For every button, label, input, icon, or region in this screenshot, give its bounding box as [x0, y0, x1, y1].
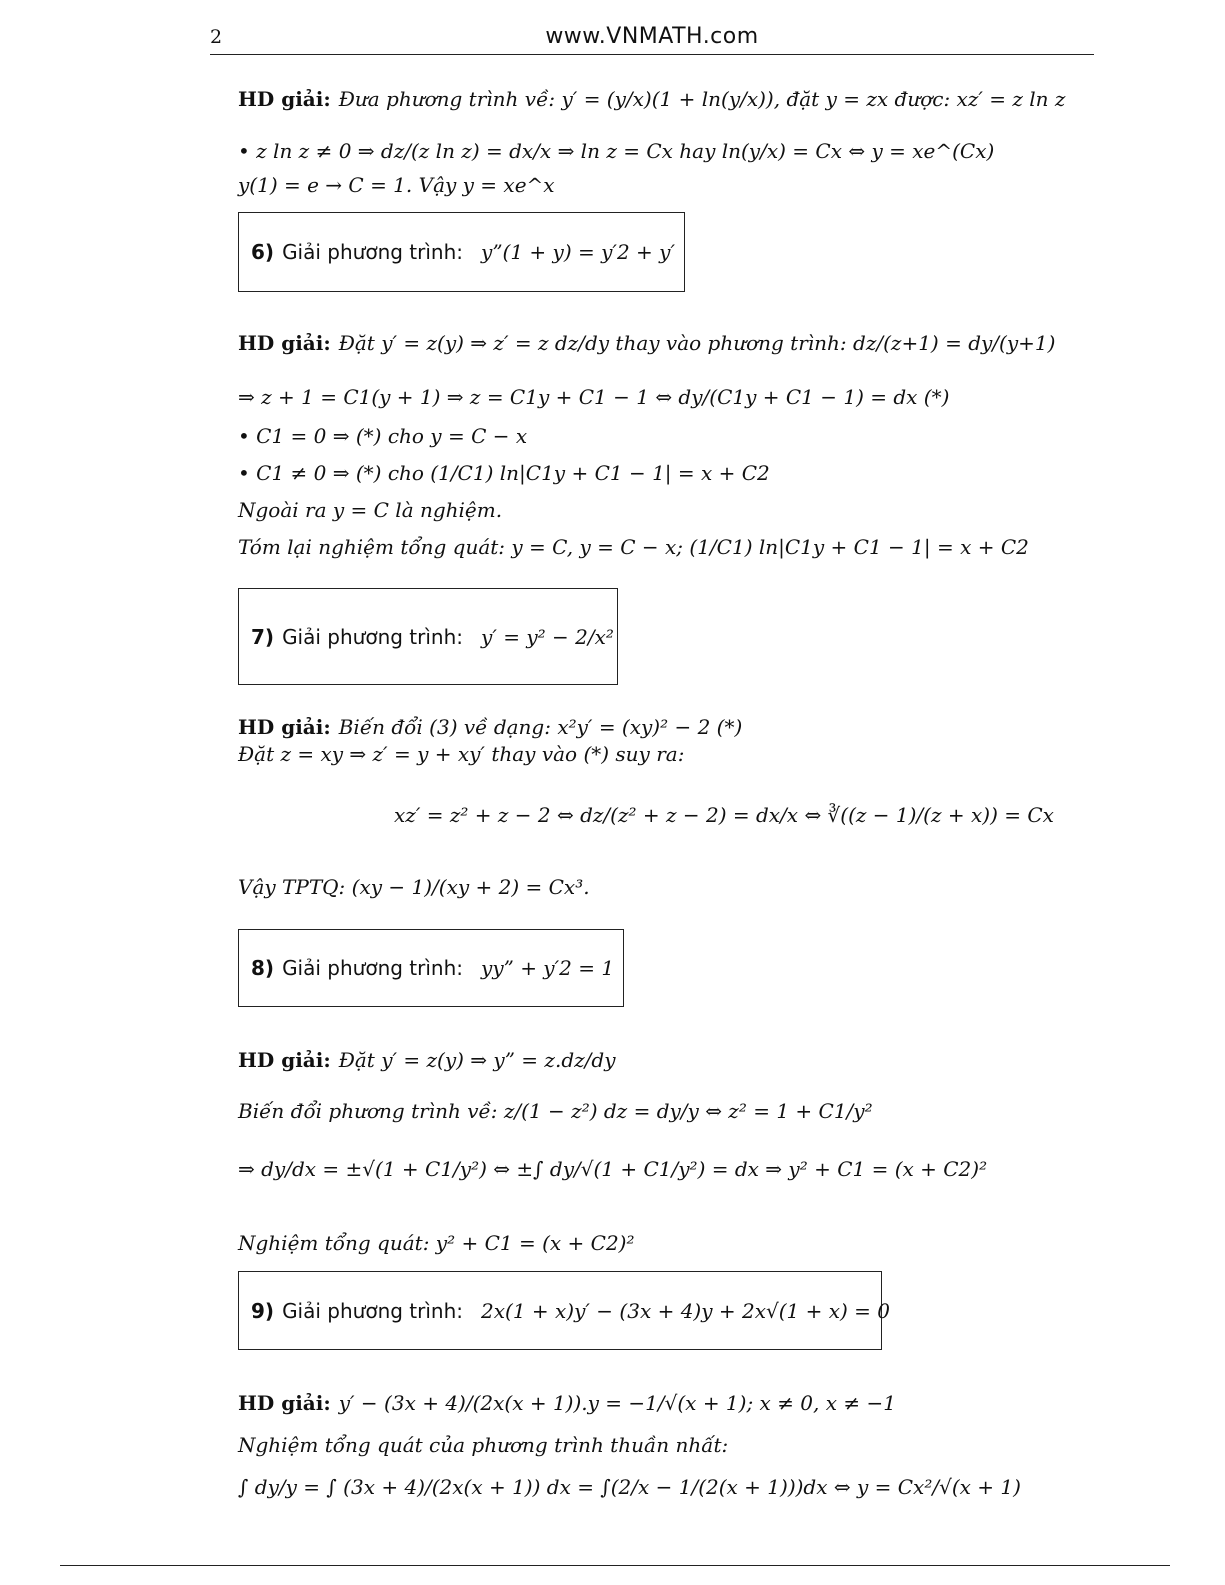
sol6-line-1: HD giải: Đặt y′ = z(y) ⇒ z′ = z dz/dy thay vào phương trình: dz/(z+1) = dy/(y+1) — [238, 331, 1056, 355]
sol6-line-4: • C1 ≠ 0 ⇒ (*) cho (1/C1) ln|C1y + C1 − 1| = x + C2 — [238, 461, 770, 485]
sol9-line-3: ∫ dy/y = ∫ (3x + 4)/(2x(x + 1)) dx = ∫(2/x − 1/(2(x + 1)))dx ⇔ y = Cx²/√(x + 1) — [238, 1475, 1021, 1499]
sol8-line-4: Nghiệm tổng quát: y² + C1 = (x + C2)² — [238, 1231, 635, 1255]
hd-label: HD giải: — [238, 715, 331, 739]
problem-box-7 — [238, 588, 618, 685]
problem-number: 9) — [251, 1298, 275, 1323]
sol8-line-3: ⇒ dy/dx = ±√(1 + C1/y²) ⇔ ±∫ dy/√(1 + C1/y²) = dx ⇒ y² + C1 = (x + C2)² — [238, 1157, 988, 1181]
sol7-line-1: HD giải: Biến đổi (3) về dạng: x²y′ = (xy)² − 2 (*) — [238, 715, 743, 739]
problem-box-8 — [238, 929, 624, 1007]
site-url[interactable]: www.VNMATH.com — [545, 24, 759, 49]
sol7-centered-equation: xz′ = z² + z − 2 ⇔ dz/(z² + z − 2) = dx/x ⇔ ∛((z − 1)/(z + x)) = Cx — [394, 803, 1054, 827]
sol6-line-3: • C1 = 0 ⇒ (*) cho y = C − x — [238, 424, 528, 448]
problem-box-6 — [238, 212, 685, 292]
sol6-line-6: Tóm lại nghiệm tổng quát: y = C, y = C − x; (1/C1) ln|C1y + C1 − 1| = x + C2 — [238, 535, 1029, 559]
sol9-line-1: HD giải: y′ − (3x + 4)/(2x(x + 1)).y = −1/√(x + 1); x ≠ 0, x ≠ −1 — [238, 1391, 896, 1415]
sol6-line-5: Ngoài ra y = C là nghiệm. — [238, 498, 503, 522]
problem-equation: y′ = y² − 2/x² — [481, 624, 614, 649]
sol8-line-1: HD giải: Đặt y′ = z(y) ⇒ y” = z.dz/dy — [238, 1048, 616, 1072]
sol7-line-2: Đặt z = xy ⇒ z′ = y + xy′ thay vào (*) suy ra: — [238, 742, 685, 766]
hd-label: HD giải: — [238, 87, 331, 111]
hd-label: HD giải: — [238, 331, 331, 355]
problem-label: Giải phương trình: — [282, 624, 464, 649]
problem-number: 7) — [251, 624, 275, 649]
problem-number: 6) — [251, 240, 275, 264]
sol9-line-2: Nghiệm tổng quát của phương trình thuần nhất: — [238, 1433, 729, 1457]
problem-equation: yy” + y′2 = 1 — [481, 956, 615, 980]
sol8-line-2: Biến đổi phương trình về: z/(1 − z²) dz = dy/y ⇔ z² = 1 + C1/y² — [238, 1099, 873, 1123]
problem-label: Giải phương trình: — [282, 956, 464, 980]
problem-equation: y”(1 + y) = y′2 + y′ — [481, 240, 675, 264]
hd-label: HD giải: — [238, 1391, 331, 1415]
problem-box-9 — [238, 1271, 891, 1350]
problem-label: Giải phương trình: — [282, 1298, 464, 1323]
sol5-line-3: y(1) = e → C = 1. Vậy y = xe^x — [238, 173, 555, 197]
problem-number: 8) — [251, 956, 275, 980]
sol5-line-1: HD giải: Đưa phương trình về: y′ = (y/x)(1 + ln(y/x)), đặt y = zx được: xz′ = z ln z — [238, 87, 1066, 111]
page-number: 2 — [210, 26, 223, 48]
hd-label: HD giải: — [238, 1048, 331, 1072]
sol5-line-2: • z ln z ≠ 0 ⇒ dz/(z ln z) = dx/x ⇒ ln z = Cx hay ln(y/x) = Cx ⇔ y = xe^(Cx) — [238, 139, 995, 163]
sol6-line-2: ⇒ z + 1 = C1(y + 1) ⇒ z = C1y + C1 − 1 ⇔ dy/(C1y + C1 − 1) = dx (*) — [238, 385, 950, 409]
problem-equation: 2x(1 + x)y′ − (3x + 4)y + 2x√(1 + x) = 0 — [481, 1298, 891, 1323]
problem-label: Giải phương trình: — [282, 240, 464, 264]
sol7-line-4: Vậy TPTQ: (xy − 1)/(xy + 2) = Cx³. — [238, 875, 590, 899]
page-header — [210, 26, 1094, 55]
footer-rule — [60, 1565, 1170, 1566]
